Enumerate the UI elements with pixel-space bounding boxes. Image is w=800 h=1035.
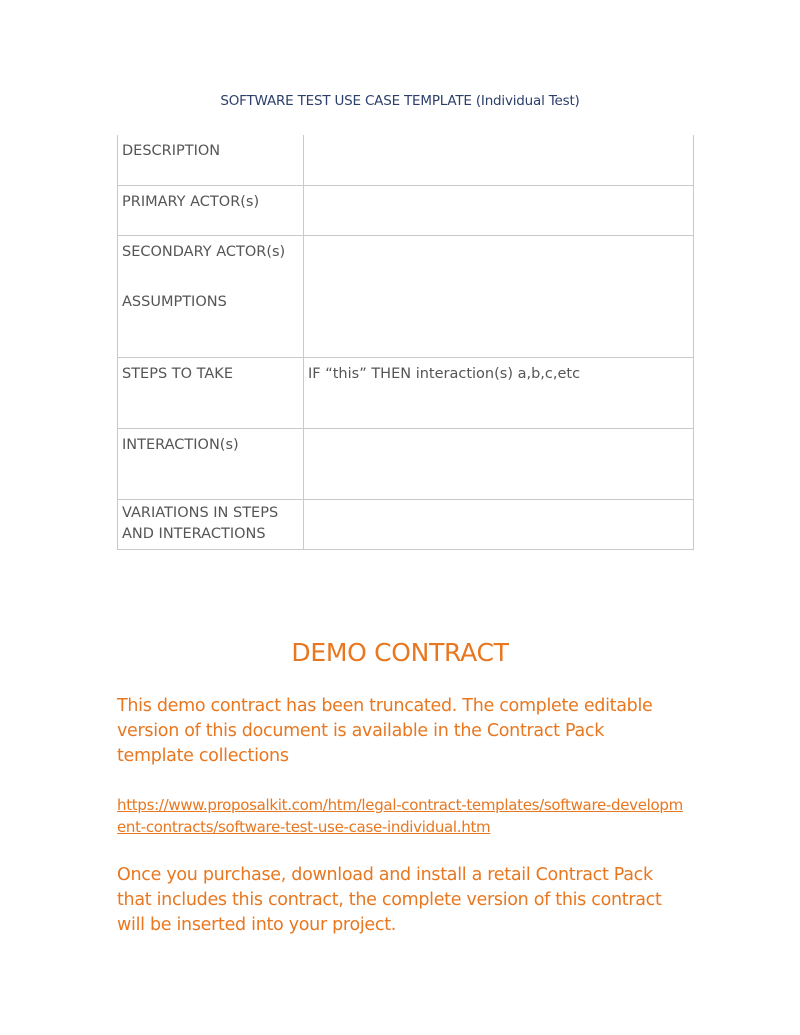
description-value bbox=[304, 135, 694, 185]
table-row-secondary-actor bbox=[118, 235, 694, 357]
secondary-actor-label: SECONDARY ACTOR(s) bbox=[122, 243, 286, 260]
table-row-primary-actor bbox=[118, 185, 694, 235]
interactions-value bbox=[304, 428, 694, 499]
primary-actor-label: PRIMARY ACTOR(s) bbox=[118, 185, 304, 235]
variations-value bbox=[304, 499, 694, 549]
steps-value: IF “this” THEN interaction(s) a,b,c,etc bbox=[304, 357, 694, 428]
contract-pack-link[interactable]: https://www.proposalkit.com/htm/legal-contract-templates/software-development-contracts/software-test-use-case-individual.htm bbox=[117, 796, 683, 836]
steps-label: STEPS TO TAKE bbox=[118, 357, 304, 428]
use-case-table bbox=[117, 135, 694, 550]
demo-contract-notice bbox=[117, 630, 683, 938]
demo-title: DEMO CONTRACT bbox=[291, 638, 509, 667]
secondary-actor-cell bbox=[118, 235, 304, 357]
table-row-interactions bbox=[118, 428, 694, 499]
primary-actor-value bbox=[304, 185, 694, 235]
description-label: DESCRIPTION bbox=[118, 135, 304, 185]
table-row-variations bbox=[118, 499, 694, 549]
page-title: SOFTWARE TEST USE CASE TEMPLATE (Individual Test) bbox=[220, 93, 580, 109]
table-row-steps bbox=[118, 357, 694, 428]
assumptions-label: ASSUMPTIONS bbox=[122, 293, 227, 310]
demo-purchase-text: Once you purchase, download and install a retail Contract Pack that includes this contract, the complete version of this contract will be inserted into your project. bbox=[117, 865, 662, 935]
demo-notice-text: This demo contract has been truncated. The complete editable version of this document is available in the Contract Pack template collections bbox=[117, 696, 653, 766]
variations-label: VARIATIONS IN STEPS AND INTERACTIONS bbox=[118, 499, 304, 549]
secondary-actor-value bbox=[304, 235, 694, 357]
label-spacer bbox=[122, 263, 299, 292]
table-row-description bbox=[118, 135, 694, 185]
interactions-label: INTERACTION(s) bbox=[118, 428, 304, 499]
